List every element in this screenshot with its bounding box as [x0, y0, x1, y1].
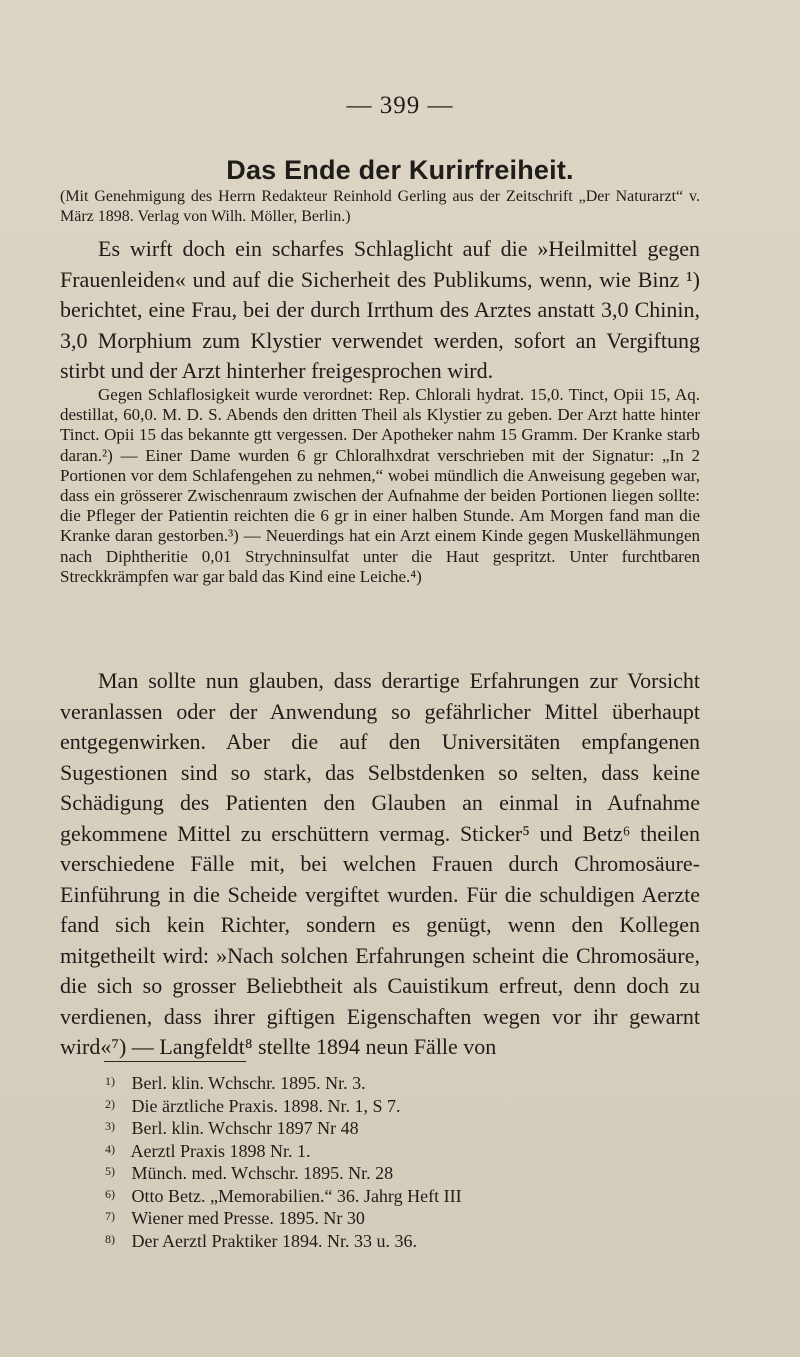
footnote-text: Wiener med Presse. 1895. Nr 30 [131, 1208, 365, 1228]
page-number: — 399 — [346, 92, 454, 119]
article-title: Das Ende der Kurirfreiheit. [226, 155, 574, 185]
footnote-divider [104, 1061, 246, 1062]
footnote-marker: 4) [105, 1141, 115, 1156]
footnote-text: Die ärztliche Praxis. 1898. Nr. 1, S 7. [131, 1095, 401, 1116]
footnote-1 [105, 1072, 665, 1095]
footnote-4 [105, 1140, 665, 1163]
footnote-3 [105, 1117, 665, 1140]
footnote-marker: 3) [105, 1119, 115, 1133]
footnote-marker: 2) [105, 1096, 115, 1111]
footnote-6 [105, 1185, 665, 1208]
footnote-text: Der Aerztl Praktiker 1894. Nr. 33 u. 36. [131, 1230, 417, 1251]
footnote-text: Berl. klin. Wchschr 1897 Nr 48 [131, 1118, 359, 1138]
paragraph-1 [60, 234, 700, 387]
paragraph-3-text: Man sollte nun glauben, dass derartige Erfahrungen zur Vorsicht veranlassen oder der Anwendung so gefährlicher Mittel überhaupt entgegenwirken. Aber die auf den Universitäten empfangenen Sugestionen sind so stark, das Selbstdenken so selten, dass keine Schädigung des Patienten den Glauben an einmal in Aufnahme gekommene Mittel zu erschüttern vermag. Sticker⁵ und Betz⁶ theilen verschiedene Fälle mit, bei welchen Frauen durch Chromosäure-Einführung in die Scheide vergiftet wurden. Für die schuldigen Aerzte fand sich kein Richter, sondern es genügt, wenn den Kollegen mitgetheilt wird: »Nach solchen Erfahrungen scheint die Chromosäure, die sich so grosser Beliebtheit als Cauistikum erfreut, denn doch zu verdienen, dass ihrer giftigen Eigenschaften wegen vor ihr gewarnt wird«⁷) — Langfeldt⁸ stellte 1894 neun Fälle von [60, 668, 700, 1059]
paragraph-1-text: Es wirft doch ein scharfes Schlaglicht auf die »Heilmittel gegen Frauenleiden« und auf die Sicherheit des Publikums, wenn, wie Binz ¹) berichtet, eine Frau, bei der durch Irrthum des Arztes anstatt 3,0 Chinin, 3,0 Morphium zum Klystier verwendet werden, sofort an Vergiftung stirbt und der Arzt hinterher freigesprochen wird. [60, 236, 700, 383]
footnote-marker: 8) [105, 1231, 115, 1246]
footnote-7 [105, 1207, 665, 1230]
footnote-marker: 6) [105, 1186, 115, 1201]
footnote-marker: 7) [105, 1209, 115, 1223]
footnote-marker: 1) [105, 1074, 115, 1088]
paragraph-3 [60, 666, 700, 1063]
source-note-text: (Mit Genehmigung des Herrn Redakteur Reinhold Gerling aus der Zeitschrift „Der Naturarzt“ v. März 1898. Verlag von Wilh. Möller, Berlin.) [60, 188, 700, 225]
paragraph-2 [60, 385, 700, 587]
paragraph-2-text: Gegen Schlaflosigkeit wurde verordnet: Rep. Chlorali hydrat. 15,0. Tinct, Opii 15, Aq. destillat, 60,0. M. D. S. Abends den dritten Theil als Klystier zu geben. Der Arzt hatte hinter Tinct. Opii 15 das bekannte gtt vergessen. Der Apotheker nahm 15 Gramm. Der Kranke starb daran.²) — Einer Dame wurden 6 gr Chloralhxdrat verschrieben mit der Signatur: „In 2 Portionen vor dem Schlafengehen zu nehmen,“ wobei mündlich die Anweisung gegeben war, dass ein grösserer Zwischenraum zwischen der Aufnahme der beiden Portionen liegen sollte: die Pfleger der Patientin reichten die 6 gr in einer halben Stunde. Am Morgen fand man die Kranke daran gestorben.³) — Neuerdings hat ein Arzt einem Kinde gegen Muskellähmungen nach Diphtheritie 0,01 Strychninsulfat unter die Haut gespritzt. Unter furchtbaren Streckkrämpfen war gar bald das Kind eine Leiche.⁴) [60, 385, 700, 586]
footnote-text: Aerztl Praxis 1898 Nr. 1. [130, 1140, 311, 1161]
footnote-text: Münch. med. Wchschr. 1895. Nr. 28 [131, 1163, 394, 1183]
footnote-5 [105, 1162, 665, 1185]
footnote-2 [105, 1095, 665, 1118]
footnote-text: Otto Betz. „Memorabilien.“ 36. Jahrg Heft III [131, 1185, 462, 1206]
footnote-8 [105, 1230, 665, 1253]
footnote-marker: 5) [105, 1164, 115, 1178]
footnotes [105, 1072, 665, 1252]
footnote-text: Berl. klin. Wchschr. 1895. Nr. 3. [131, 1073, 366, 1093]
source-note [60, 187, 700, 227]
